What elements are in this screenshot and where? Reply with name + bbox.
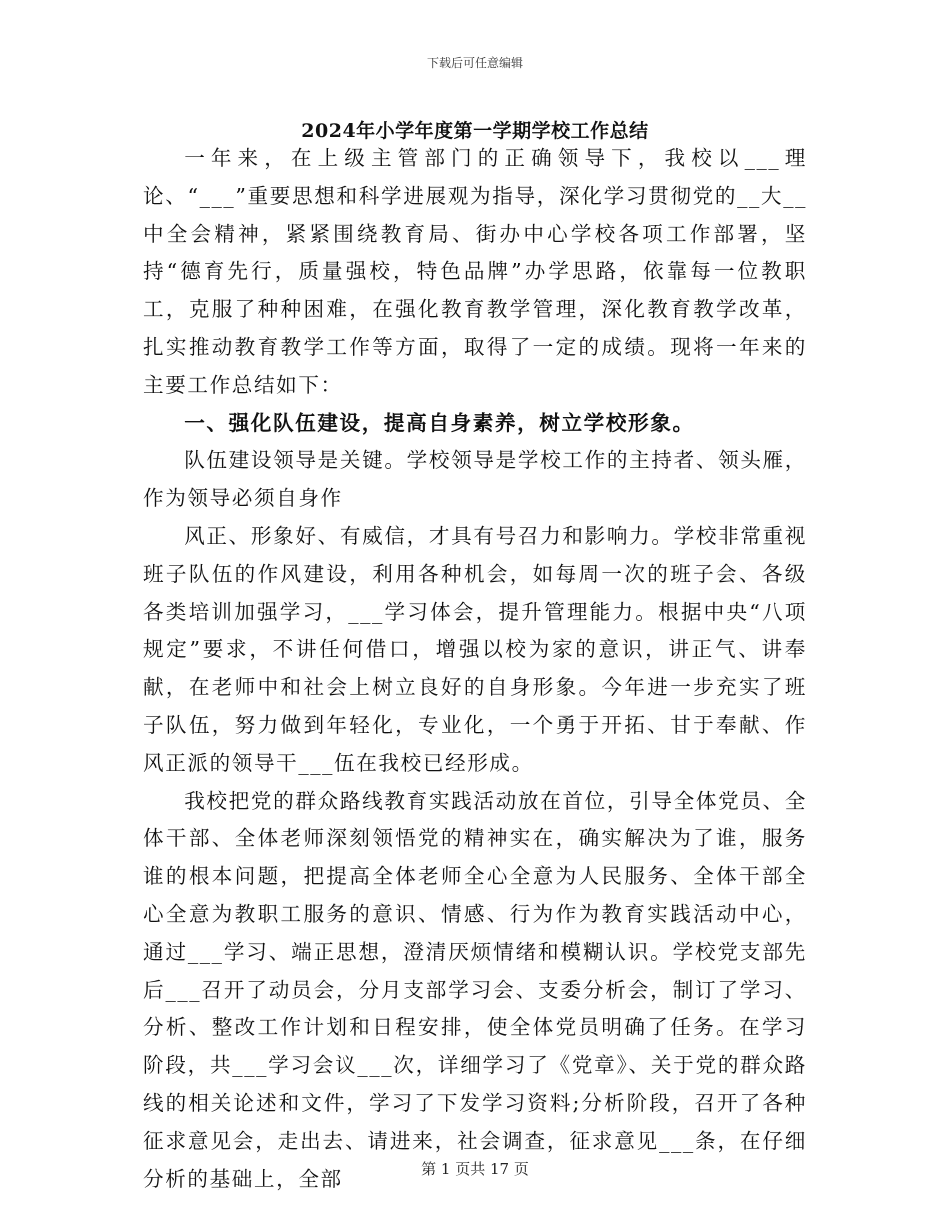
paragraph-style-building: 风正、形象好、有威信，才具有号召力和影响力。学校非常重视班子队伍的作风建设，利用各种机会，如每周一次的班子会、各级各类培训加强学习，___学习体会，提升管理能力。根据中央“八项规定”要求，不讲任何借口，增强以校为家的意识，讲正气、讲奉献，在老师中和社会上树立良好的自身形象。今年进一步充实了班子队伍，努力做到年轻化，专业化，一个勇于开拓、甘于奉献、作风正派的领导干___伍在我校已经形成。 [143, 523, 807, 775]
header-note: 下载后可任意编辑 [426, 56, 523, 70]
document-title: 2024年小学年度第一学期学校工作总结 [301, 120, 649, 142]
page-number-footer: 第 1 页共 17 页 [421, 1160, 529, 1178]
paragraph-leadership: 队伍建设领导是关键。学校领导是学校工作的主持者、领头雁，作为领导必须自身作 [143, 448, 807, 511]
paragraph-party-education: 我校把党的群众路线教育实践活动放在首位，引导全体党员、全体干部、全体老师深刻领悟党的精神实在，确实解决为了谁，服务谁的根本问题，把提高全体老师全心全意为人民服务、全体干部全心全意为教职工服务的意识、情感、行为作为教育实践活动中心，通过___学习、端正思想，澄清厌烦情绪和模糊认识。学校党支部先后___召开了动员会，分月支部学习会、支委分析会，制订了学习、分析、整改工作计划和日程安排，使全体党员明确了任务。在学习阶段，共___学习会议___次，详细学习了《党章》、关于党的群众路线的相关论述和文件，学习了下发学习资料;分析阶段，召开了各种征求意见会，走出去、请进来，社会调查，征求意见___条，在仔细分析的基础上，全部 [143, 788, 807, 1191]
paragraph-intro: 一年来，在上级主管部门的正确领导下，我校以___理论、“___”重要思想和科学进展观为指导，深化学习贯彻党的__大__中全会精神，紧紧围绕教育局、街办中心学校各项工作部署，坚持“德育先行，质量强校，特色品牌”办学思路，依靠每一位教职工，克服了种种困难，在强化教育教学管理，深化教育教学改革，扎实推动教育教学工作等方面，取得了一定的成绩。现将一年来的主要工作总结如下： [143, 146, 807, 397]
section-heading-1: 一、强化队伍建设，提高自身素养，树立学校形象。 [184, 410, 695, 435]
document-body [143, 140, 807, 1198]
